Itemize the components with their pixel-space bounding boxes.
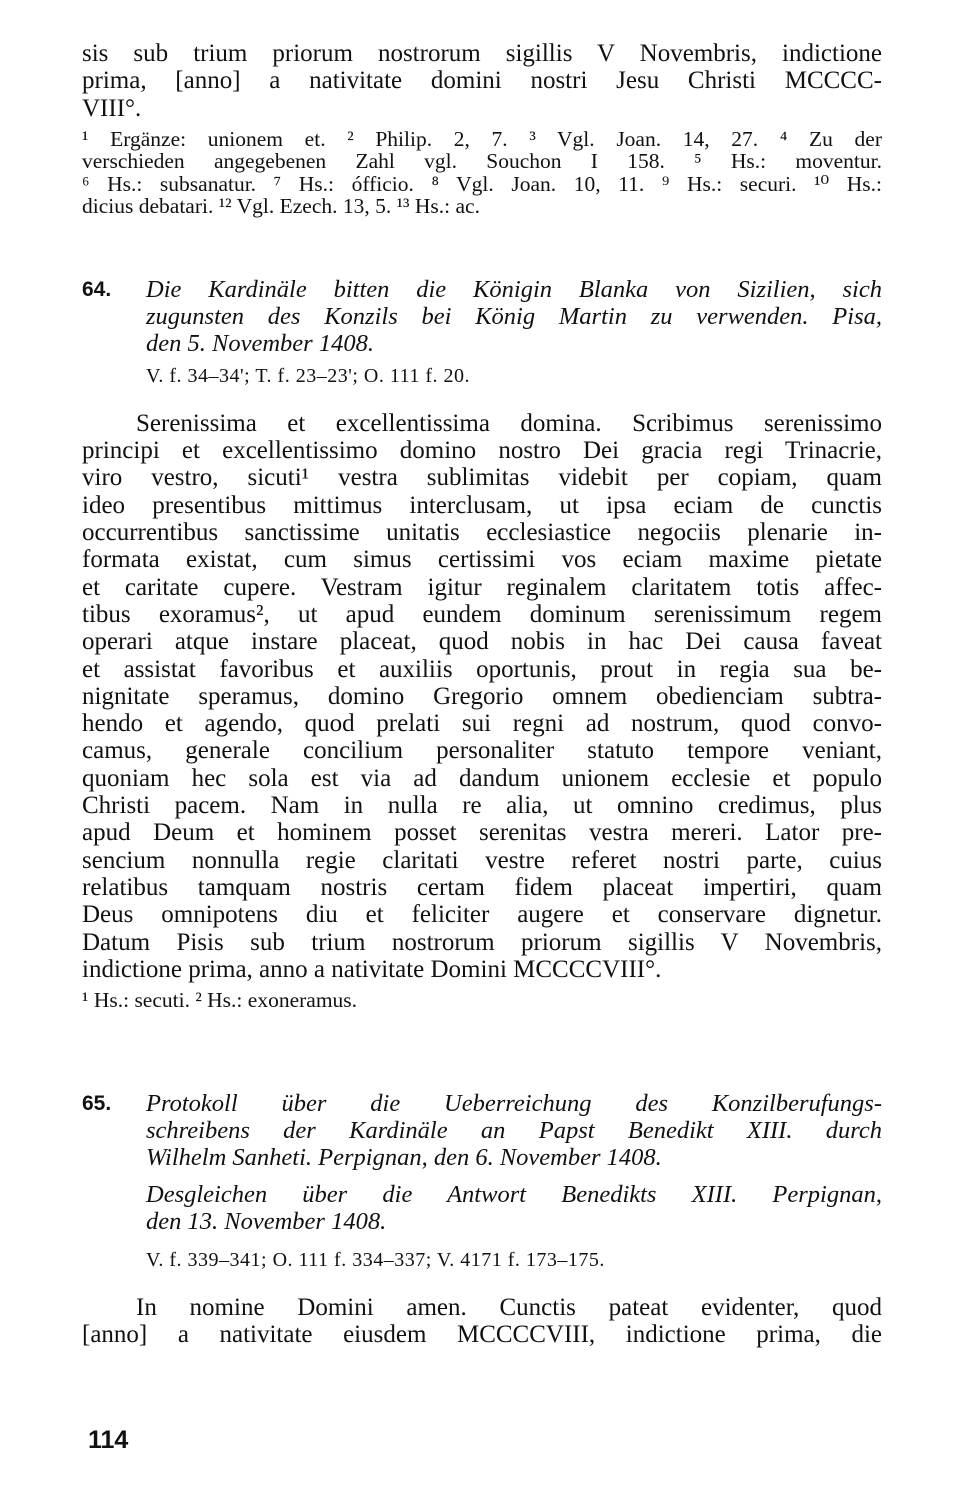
page-content (82, 40, 882, 1348)
body-line: ideo presentibus mittimus interclusam, ut ipsa eciam de cunctis (82, 491, 882, 519)
body-line: et assistat favoribus et auxiliis oportunis, prout in regia sua be- (82, 655, 882, 683)
body-line: tibus exoramus², ut apud eundem dominum serenissimum regem (82, 600, 882, 628)
body-line: relatibus tamquam nostris certam fidem placeat impertiri, quam (82, 873, 882, 901)
body-line: occurrentibus sanctissime unitatis ecclesiastice negociis plenarie in- (82, 519, 882, 547)
document-heading (82, 1090, 882, 1171)
body-line: formata existat, cum simus certissimi vos eciam maxime pietate (82, 546, 882, 574)
body-line: et caritate cupere. Vestram igitur reginalem claritatem totis affec- (82, 573, 882, 601)
body-line: Serenissima et excellentissima domina. Scribimus serenissimo (136, 409, 882, 437)
heading-line: den 5. November 1408. (146, 329, 374, 357)
document-body (82, 1294, 882, 1349)
heading-line: den 13. November 1408. (146, 1207, 387, 1235)
document-65 (82, 1090, 882, 1349)
document-64 (82, 276, 882, 1012)
document-number: 65. (82, 1091, 112, 1115)
text-line: VIII°. (82, 94, 142, 122)
body-line: apud Deum et hominem posset serenitas vestra mereri. Lator pre- (82, 819, 882, 847)
footnote-line: dicius debatari. ¹² Vgl. Ezech. 13, 5. ¹³ Hs.: ac. (82, 194, 480, 219)
body-line: quoniam hec sola est via ad dandum unionem ecclesie et populo (82, 764, 882, 792)
body-line: camus, generale concilium personaliter statuto tempore veniant, (82, 737, 882, 765)
manuscript-sigla: V. f. 339–341; O. 111 f. 334–337; V. 4171 f. 173–175. (146, 1248, 605, 1271)
document-body (82, 410, 882, 983)
body-line: viro vestro, sicuti¹ vestra sublimitas videbit per copiam, quam (82, 464, 882, 492)
document-number: 64. (82, 277, 112, 301)
heading-line: schreibens der Kardinäle an Papst Benedikt XIII. durch (146, 1116, 882, 1144)
footnotes-previous-document (82, 128, 882, 218)
body-line: [anno] a nativitate eiusdem MCCCCVIII, indictione prima, die (82, 1320, 882, 1348)
body-line: sencium nonnulla regie claritati vestre referet nostri parte, cuius (82, 846, 882, 874)
heading-line: Wilhelm Sanheti. Perpignan, den 6. November 1408. (146, 1143, 662, 1171)
body-line: In nomine Domini amen. Cunctis pateat evidenter, quod (136, 1293, 882, 1321)
heading-line: zugunsten des Konzils bei König Martin zu verwenden. Pisa, (146, 302, 882, 330)
body-line: Datum Pisis sub trium nostrorum priorum sigillis V Novembris, (82, 928, 882, 956)
body-line: operari atque instare placeat, quod nobis in hac Dei causa faveat (82, 628, 882, 656)
document-subheading (82, 1181, 882, 1235)
body-line: hendo et agendo, quod prelati sui regni ad nostrum, quod convo- (82, 710, 882, 738)
footnote-line: verschieden angegebenen Zahl vgl. Souchon I 158. ⁵ Hs.: moventur. (82, 149, 882, 174)
heading-line: Desgleichen über die Antwort Benedikts XIII. Perpignan, (146, 1180, 882, 1208)
text-line: prima, [anno] a nativitate domini nostri Jesu Christi MCCCC- (82, 67, 882, 95)
continued-text (82, 40, 882, 122)
body-line: indictione prima, anno a nativitate Domini MCCCCVIII°. (82, 955, 662, 983)
text-line: sis sub trium priorum nostrorum sigillis V Novembris, indictione (82, 40, 882, 67)
body-line: Deus omnipotens diu et feliciter augere et conservare dignetur. (82, 901, 882, 929)
page-number: 114 (88, 1426, 129, 1454)
body-line: Christi pacem. Nam in nulla re alia, ut omnino credimus, plus (82, 792, 882, 820)
body-line: principi et excellentissimo domino nostro Dei gracia regi Trinacrie, (82, 437, 882, 465)
footnote-line: ⁶ Hs.: subsanatur. ⁷ Hs.: ófficio. ⁸ Vgl. Joan. 10, 11. ⁹ Hs.: securi. ¹⁰ Hs.: (82, 171, 882, 196)
body-line: nignitate speramus, domino Gregorio omnem obedienciam subtra- (82, 682, 882, 710)
footnote-line: ¹ Ergänze: unionem et. ² Philip. 2, 7. ³ Vgl. Joan. 14, 27. ⁴ Zu der (82, 126, 882, 151)
heading-line: Protokoll über die Ueberreichung des Konzilberufungs- (146, 1089, 882, 1117)
manuscript-sigla: V. f. 34–34'; T. f. 23–23'; O. 111 f. 20. (146, 364, 470, 387)
document-heading (82, 276, 882, 357)
heading-line: Die Kardinäle bitten die Königin Blanka von Sizilien, sich (146, 275, 882, 303)
document-footnotes: ¹ Hs.: secuti. ² Hs.: exoneramus. (82, 988, 358, 1013)
